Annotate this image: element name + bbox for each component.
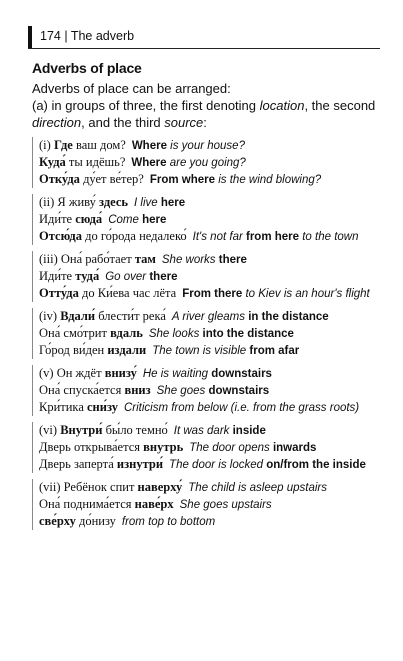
english-translation [188, 482, 327, 494]
section-title: Adverbs of place [32, 60, 142, 76]
russian-adverb: Отсю́да [39, 229, 82, 243]
russian-adverb: внутрь [143, 440, 184, 454]
english-fragment: from top to bottom [121, 516, 216, 528]
russian-text [39, 212, 102, 226]
russian-fragment: до Ки́ева час лёта [78, 286, 177, 300]
russian-fragment: ваш дом? [72, 138, 126, 152]
intro-line-2 [32, 97, 382, 114]
example-groups [32, 137, 382, 530]
english-fragment: is the wind blowing? [215, 174, 322, 186]
intro-emphasis: source [164, 115, 204, 130]
english-translation [157, 385, 270, 397]
english-fragment: is your house? [166, 140, 245, 152]
russian-fragment: (i) [39, 138, 54, 152]
english-emphasis: downstairs [208, 385, 270, 397]
russian-fragment: Она́ спуска́ется [39, 383, 125, 397]
english-emphasis: inwards [272, 442, 317, 454]
russian-text [39, 286, 176, 300]
example-line [39, 211, 382, 228]
russian-fragment: Иди́те [39, 269, 76, 283]
english-emphasis: inside [232, 425, 266, 437]
russian-fragment: (iii) Она́ рабо́тает [39, 252, 135, 266]
english-translation [174, 425, 266, 437]
russian-fragment: (iv) [39, 309, 61, 323]
english-fragment: I live [134, 197, 161, 209]
intro-emphasis: direction [32, 115, 82, 130]
example-group [32, 137, 382, 188]
english-fragment: The child is asleep upstairs [188, 482, 327, 494]
russian-text [39, 480, 182, 494]
russian-fragment: ду́ет ве́тер? [79, 172, 144, 186]
english-fragment: The door opens [189, 442, 273, 454]
example-line [39, 194, 382, 211]
english-translation [149, 328, 294, 340]
example-group [32, 251, 382, 302]
example-group [32, 194, 382, 245]
english-fragment: It's not far [192, 231, 246, 243]
intro-line-1 [32, 80, 382, 97]
english-emphasis: there [149, 271, 178, 283]
russian-fragment: Кри́тика [39, 400, 87, 414]
example-line [39, 308, 382, 325]
english-emphasis: in the distance [248, 311, 329, 323]
header-bar [28, 26, 32, 48]
russian-adverb: Куда́ [39, 155, 66, 169]
russian-text [39, 269, 99, 283]
page-header [28, 22, 380, 49]
english-fragment: She works [161, 254, 219, 266]
russian-adverb: наверху́ [137, 480, 183, 494]
english-translation [193, 231, 359, 243]
russian-text [39, 252, 156, 266]
russian-text [39, 457, 163, 471]
russian-fragment: блести́т река́ [95, 309, 166, 323]
russian-text [39, 229, 187, 243]
example-line [39, 154, 382, 171]
english-emphasis: there [218, 254, 247, 266]
english-translation [122, 516, 215, 528]
intro-emphasis: location [259, 98, 305, 113]
russian-text [39, 195, 128, 209]
english-translation [134, 197, 185, 209]
english-fragment: to Kiev is an hour's flight [242, 288, 370, 300]
russian-text [39, 400, 118, 414]
russian-text [39, 309, 166, 323]
russian-fragment: до го́рода недалеко́ [81, 229, 187, 243]
english-translation [132, 140, 245, 152]
english-fragment: He is waiting [142, 368, 212, 380]
english-emphasis: From where [149, 174, 216, 186]
russian-text [39, 366, 137, 380]
russian-fragment: Она́ смо́трит [39, 326, 111, 340]
russian-text [39, 343, 146, 357]
english-translation [180, 499, 272, 511]
russian-adverb: Внутри́ [60, 423, 103, 437]
english-emphasis: downstairs [211, 368, 272, 380]
example-line [39, 456, 382, 473]
example-line [39, 422, 382, 439]
intro-text: Adverbs of place can be arranged: [32, 81, 231, 96]
english-translation [108, 214, 166, 226]
english-fragment: She looks [148, 328, 203, 340]
english-translation [172, 311, 329, 323]
russian-adverb: издали [107, 343, 147, 357]
english-emphasis: into the distance [202, 328, 294, 340]
english-fragment: She goes [156, 385, 209, 397]
russian-adverb: Где [53, 138, 73, 152]
english-fragment: The town is visible [152, 345, 250, 357]
russian-text [39, 326, 143, 340]
example-line [39, 399, 382, 416]
english-translation [162, 254, 247, 266]
example-line [39, 496, 382, 513]
russian-adverb: Отту́да [39, 286, 79, 300]
russian-fragment: Она́ поднима́ется [39, 497, 135, 511]
russian-text [39, 440, 183, 454]
english-translation [169, 459, 366, 471]
english-emphasis: Where [131, 140, 167, 152]
english-emphasis: from afar [249, 345, 300, 357]
english-translation [150, 174, 321, 186]
russian-adverb: вниз [124, 383, 151, 397]
example-line [39, 513, 382, 530]
english-fragment: She goes upstairs [179, 499, 272, 511]
example-line [39, 251, 382, 268]
english-emphasis: from here [245, 231, 300, 243]
russian-fragment: Дверь открыва́ется [39, 440, 144, 454]
russian-adverb: здесь [99, 195, 129, 209]
intro-line-3 [32, 114, 382, 131]
example-group [32, 422, 382, 473]
russian-adverb: там [134, 252, 156, 266]
russian-text [39, 514, 116, 528]
example-line [39, 342, 382, 359]
example-group [32, 365, 382, 416]
english-translation [182, 288, 370, 300]
russian-text [39, 138, 126, 152]
english-fragment: A river gleams [171, 311, 249, 323]
russian-text [39, 423, 168, 437]
english-fragment: Come [108, 214, 143, 226]
russian-fragment: Го́род ви́ден [39, 343, 108, 357]
russian-adverb: изнутри́ [116, 457, 164, 471]
example-line [39, 171, 382, 188]
english-translation [124, 402, 359, 414]
russian-fragment: до́низу [75, 514, 116, 528]
russian-adverb: Отку́да [39, 172, 80, 186]
example-line [39, 268, 382, 285]
english-fragment: The door is locked [169, 459, 267, 471]
example-group [32, 308, 382, 359]
russian-text [39, 383, 151, 397]
russian-adverb: све́рху [39, 514, 76, 528]
russian-fragment: (v) Он ждёт [39, 366, 105, 380]
example-line [39, 365, 382, 382]
content [32, 58, 382, 530]
english-translation [105, 271, 177, 283]
russian-adverb: туда́ [75, 269, 100, 283]
english-emphasis: here [142, 214, 167, 226]
english-emphasis: here [160, 197, 186, 209]
russian-fragment: (vii) Ребёнок спит [39, 480, 138, 494]
english-emphasis: From there [182, 288, 243, 300]
english-translation [152, 345, 299, 357]
russian-adverb: наве́рх [134, 497, 174, 511]
russian-adverb: вдаль [110, 326, 143, 340]
intro-text: (a) in groups of three, the first denoting [32, 98, 260, 113]
russian-fragment: ты идёшь? [65, 155, 126, 169]
english-fragment: It was dark [173, 425, 233, 437]
russian-adverb: Вдали́ [60, 309, 96, 323]
english-fragment: to the town [299, 231, 359, 243]
russian-fragment: (vi) [39, 423, 61, 437]
english-emphasis: on/from the inside [266, 459, 366, 471]
russian-fragment: бы́ло темно́ [102, 423, 168, 437]
example-line [39, 382, 382, 399]
example-line [39, 285, 382, 302]
english-translation [131, 157, 245, 169]
intro-text: , and the third [81, 115, 165, 130]
russian-adverb: сни́зу [87, 400, 118, 414]
example-line [39, 479, 382, 496]
english-fragment: Go over [105, 271, 150, 283]
russian-fragment: Дверь заперта́ [39, 457, 117, 471]
russian-adverb: внизу́ [104, 366, 137, 380]
english-translation [189, 442, 316, 454]
english-fragment: Criticism from below (i.e. from the grass roots) [123, 402, 360, 414]
russian-text [39, 172, 144, 186]
russian-adverb: сюда́ [75, 212, 103, 226]
english-emphasis: Where [131, 157, 167, 169]
example-group [32, 479, 382, 530]
russian-text [39, 155, 125, 169]
example-line [39, 228, 382, 245]
english-fragment: are you going? [166, 157, 246, 169]
intro-text: : [203, 115, 207, 130]
example-line [39, 137, 382, 154]
intro-text: , the second [304, 98, 376, 113]
english-translation [143, 368, 272, 380]
russian-fragment: Иди́те [39, 212, 76, 226]
example-line [39, 325, 382, 342]
russian-text [39, 497, 174, 511]
russian-fragment: (ii) Я живу́ [39, 195, 100, 209]
header-title: 174 | The adverb [40, 29, 135, 43]
example-line [39, 439, 382, 456]
